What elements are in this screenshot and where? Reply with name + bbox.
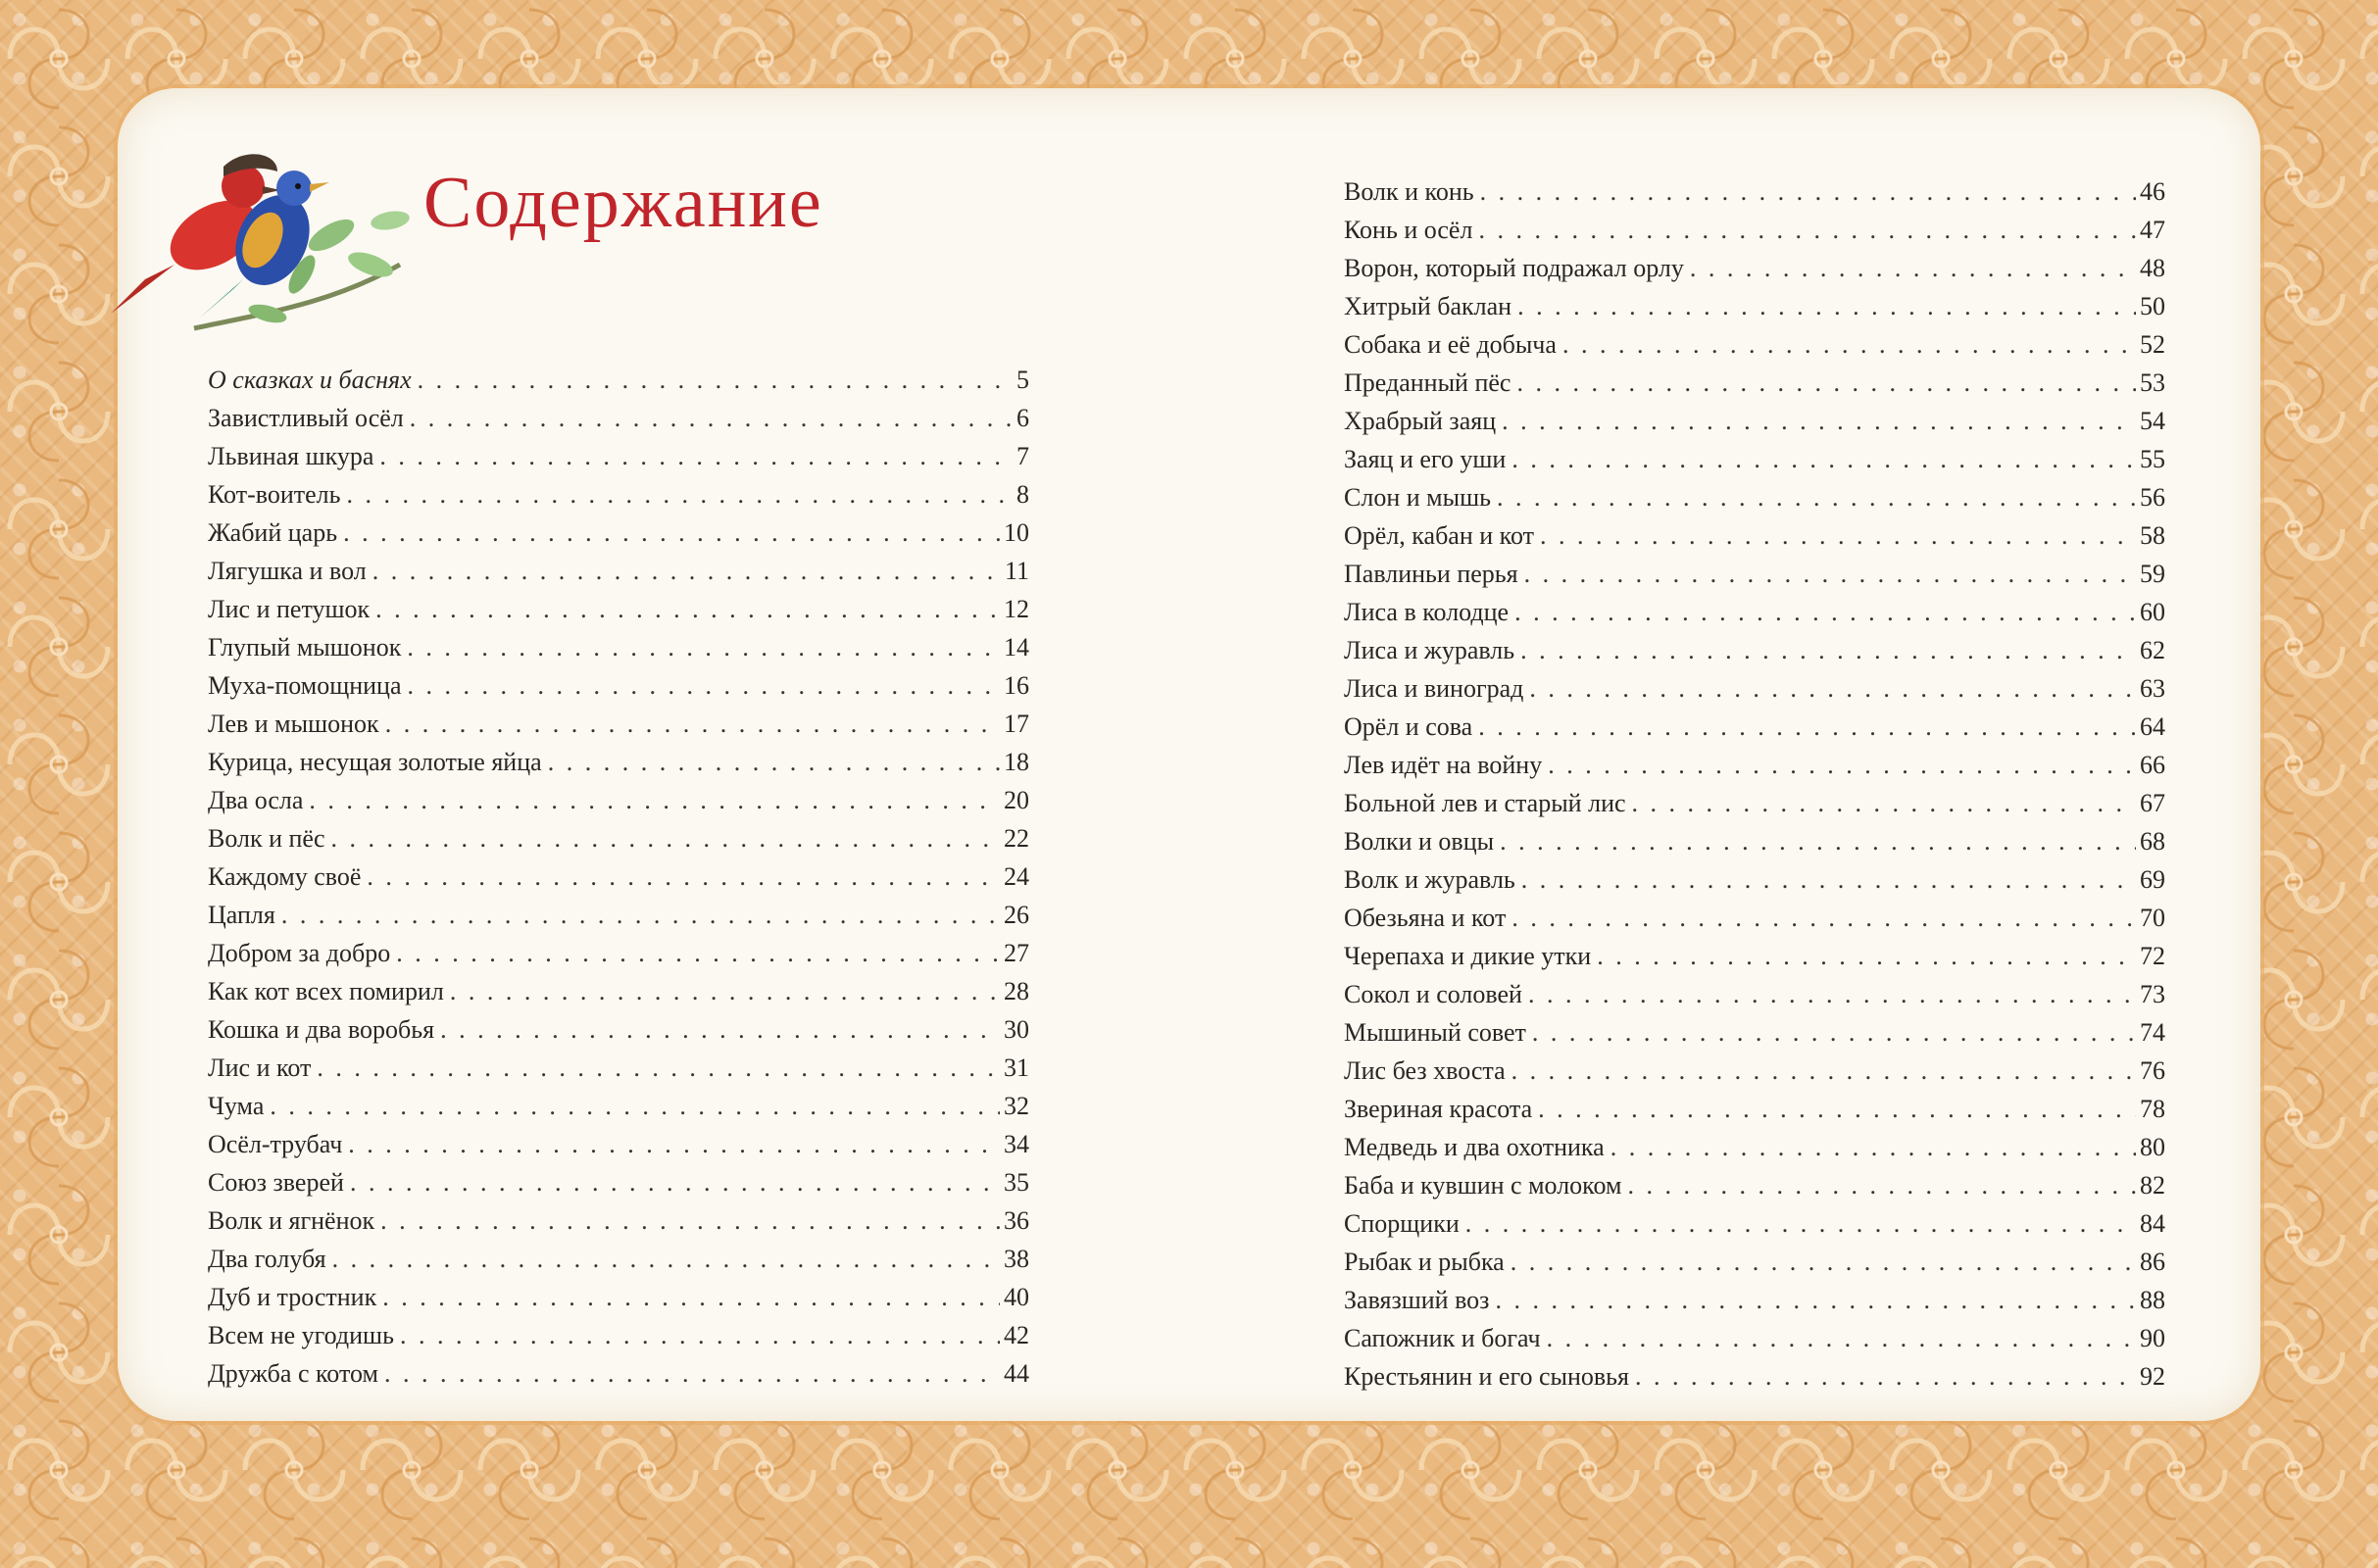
toc-entry-title: Сокол и соловей	[1344, 980, 1522, 1008]
dot-leader	[1511, 899, 2136, 937]
toc-entry-title: Завистливый осёл	[208, 404, 404, 432]
dot-leader	[1478, 708, 2136, 746]
toc-entry-page-number: 84	[2140, 1209, 2165, 1238]
dot-leader	[407, 628, 1000, 666]
dot-leader	[1497, 478, 2136, 516]
toc-entry-title: Черепаха и дикие утки	[1344, 942, 1592, 970]
toc-entry[interactable]	[208, 896, 1029, 934]
toc-entry-page-number: 80	[2140, 1133, 2165, 1161]
toc-entry-title: Лев и мышонок	[208, 710, 379, 738]
toc-right-column	[1344, 172, 2165, 1396]
birds-illustration	[106, 118, 429, 343]
dot-leader	[1465, 1204, 2136, 1243]
toc-entry-page-number: 88	[2140, 1286, 2165, 1314]
toc-entry[interactable]	[1344, 1166, 2165, 1204]
toc-entry-title: Спорщики	[1344, 1209, 1460, 1238]
toc-entry-title: Храбрый заяц	[1344, 407, 1497, 435]
toc-entry-title: Осёл-трубач	[208, 1130, 343, 1158]
toc-entry-page-number: 26	[1004, 901, 1029, 929]
toc-entry-title: Лиса и виноград	[1344, 674, 1524, 703]
toc-entry-title: Волк и ягнёнок	[208, 1206, 375, 1235]
dot-leader	[1547, 1319, 2136, 1357]
toc-entry[interactable]	[1344, 478, 2165, 516]
dot-leader	[400, 1316, 1000, 1354]
dot-leader	[1511, 1243, 2136, 1281]
toc-entry-title: Павлиньи перья	[1344, 560, 1518, 588]
toc-entry-title: Орёл, кабан и кот	[1344, 521, 1534, 550]
toc-entry[interactable]	[208, 781, 1029, 819]
dot-leader	[548, 743, 1000, 781]
toc-entry[interactable]	[1344, 1052, 2165, 1090]
toc-entry-title: Добром за добро	[208, 939, 391, 967]
dot-leader	[372, 552, 1001, 590]
toc-entry-page-number: 90	[2140, 1324, 2165, 1352]
toc-entry-title: Цапля	[208, 901, 275, 929]
toc-entry-page-number: 70	[2140, 904, 2165, 932]
dot-leader	[317, 1049, 1000, 1087]
toc-entry-page-number: 82	[2140, 1171, 2165, 1200]
toc-entry-title: Лис без хвоста	[1344, 1056, 1506, 1085]
dot-leader	[375, 590, 1000, 628]
toc-entry-page-number: 34	[1004, 1130, 1029, 1158]
toc-entry-title: Как кот всех помирил	[208, 977, 444, 1005]
toc-left-column	[208, 361, 1029, 1393]
dot-leader	[1538, 1090, 2136, 1128]
toc-entry-title: Львиная шкура	[208, 442, 374, 470]
toc-entry-title: Крестьянин и его сыновья	[1344, 1362, 1629, 1391]
toc-entry-page-number: 28	[1004, 977, 1029, 1005]
toc-entry[interactable]	[1344, 822, 2165, 860]
dot-leader	[346, 475, 1013, 514]
toc-entry-title: Дуб и тростник	[208, 1283, 377, 1311]
dot-leader	[1548, 746, 2136, 784]
toc-entry[interactable]	[1344, 784, 2165, 822]
toc-entry[interactable]	[1344, 364, 2165, 402]
toc-entry[interactable]	[208, 552, 1029, 590]
toc-entry[interactable]	[1344, 402, 2165, 440]
toc-entry-title: Кот-воитель	[208, 480, 341, 509]
dot-leader	[348, 1125, 1000, 1163]
toc-entry[interactable]	[208, 705, 1029, 743]
toc-entry[interactable]	[208, 819, 1029, 858]
toc-entry-title: Рыбак и рыбка	[1344, 1248, 1505, 1276]
toc-entry[interactable]	[208, 1049, 1029, 1087]
dot-leader	[281, 896, 1000, 934]
toc-entry[interactable]	[208, 934, 1029, 972]
toc-entry-page-number: 6	[1016, 404, 1029, 432]
page-title: Содержание	[423, 163, 823, 243]
dot-leader	[1635, 1357, 2136, 1396]
dot-leader	[1632, 784, 2136, 822]
toc-entry[interactable]	[1344, 937, 2165, 975]
dot-leader	[1500, 822, 2136, 860]
toc-entry-page-number: 62	[2140, 636, 2165, 664]
toc-entry-page-number: 52	[2140, 330, 2165, 359]
dot-leader	[332, 1240, 1000, 1278]
toc-entry-page-number: 76	[2140, 1056, 2165, 1085]
toc-entry-page-number: 10	[1004, 518, 1029, 547]
toc-entry[interactable]	[1344, 1090, 2165, 1128]
toc-entry-page-number: 60	[2140, 598, 2165, 626]
toc-entry-page-number: 22	[1004, 824, 1029, 853]
toc-entry-page-number: 69	[2140, 865, 2165, 894]
toc-entry-page-number: 78	[2140, 1095, 2165, 1123]
toc-entry-page-number: 47	[2140, 216, 2165, 244]
toc-entry-page-number: 67	[2140, 789, 2165, 817]
toc-entry[interactable]	[1344, 1128, 2165, 1166]
toc-entry[interactable]	[208, 590, 1029, 628]
toc-entry[interactable]	[1344, 593, 2165, 631]
toc-entry-page-number: 32	[1004, 1092, 1029, 1120]
toc-entry[interactable]	[1344, 1319, 2165, 1357]
dot-leader	[1529, 669, 2136, 708]
dot-leader	[1610, 1128, 2136, 1166]
toc-entry[interactable]	[1344, 440, 2165, 478]
toc-entry-title: Дружба с котом	[208, 1359, 378, 1388]
toc-entry-page-number: 36	[1004, 1206, 1029, 1235]
toc-entry-page-number: 24	[1004, 862, 1029, 891]
toc-entry[interactable]	[1344, 287, 2165, 325]
toc-entry[interactable]	[208, 1125, 1029, 1163]
toc-entry-page-number: 86	[2140, 1248, 2165, 1276]
toc-entry[interactable]	[1344, 516, 2165, 555]
dot-leader	[408, 666, 1000, 705]
toc-entry[interactable]	[1344, 1357, 2165, 1396]
toc-entry-page-number: 11	[1004, 557, 1029, 585]
toc-entry[interactable]	[1344, 746, 2165, 784]
toc-entry[interactable]	[208, 1201, 1029, 1240]
toc-entry-title: Медведь и два охотника	[1344, 1133, 1605, 1161]
toc-entry-page-number: 14	[1004, 633, 1029, 662]
toc-entry-title: Каждому своё	[208, 862, 362, 891]
toc-entry-title: Союз зверей	[208, 1168, 344, 1197]
toc-entry-page-number: 20	[1004, 786, 1029, 814]
toc-entry[interactable]	[208, 972, 1029, 1010]
dot-leader	[380, 1201, 1000, 1240]
toc-entry-title: Обезьяна и кот	[1344, 904, 1507, 932]
dot-leader	[1517, 287, 2136, 325]
toc-entry[interactable]	[208, 475, 1029, 514]
toc-entry[interactable]	[1344, 172, 2165, 211]
dot-leader	[1597, 937, 2136, 975]
dot-leader	[418, 361, 1013, 399]
toc-entry-page-number: 18	[1004, 748, 1029, 776]
toc-entry-page-number: 55	[2140, 445, 2165, 473]
dot-leader	[1532, 1013, 2136, 1052]
dot-leader	[1521, 860, 2136, 899]
dot-leader	[1516, 364, 2136, 402]
toc-entry-title: Мышиный совет	[1344, 1018, 1526, 1047]
dot-leader	[1562, 325, 2136, 364]
toc-entry-title: Лис и кот	[208, 1054, 312, 1082]
toc-entry-page-number: 38	[1004, 1245, 1029, 1273]
toc-entry-page-number: 56	[2140, 483, 2165, 512]
toc-entry[interactable]	[208, 1163, 1029, 1201]
toc-entry-title: Заяц и его уши	[1344, 445, 1507, 473]
toc-entry-page-number: 72	[2140, 942, 2165, 970]
dot-leader	[1495, 1281, 2136, 1319]
toc-entry-title: Сапожник и богач	[1344, 1324, 1541, 1352]
dot-leader	[309, 781, 1000, 819]
toc-entry[interactable]	[1344, 708, 2165, 746]
toc-entry-title: Лиса и журавль	[1344, 636, 1515, 664]
toc-entry-page-number: 58	[2140, 521, 2165, 550]
toc-entry-page-number: 68	[2140, 827, 2165, 856]
dot-leader	[270, 1087, 1000, 1125]
toc-entry-page-number: 50	[2140, 292, 2165, 320]
toc-entry[interactable]	[208, 514, 1029, 552]
toc-entry-page-number: 31	[1004, 1054, 1029, 1082]
toc-entry-title: Лягушка и вол	[208, 557, 367, 585]
toc-entry-title: Муха-помощница	[208, 671, 402, 700]
toc-entry-title: Курица, несущая золотые яйца	[208, 748, 542, 776]
toc-entry-title: Хитрый баклан	[1344, 292, 1512, 320]
toc-entry-page-number: 27	[1004, 939, 1029, 967]
toc-entry-page-number: 63	[2140, 674, 2165, 703]
toc-entry[interactable]	[1344, 669, 2165, 708]
dot-leader	[1524, 555, 2136, 593]
toc-entry[interactable]	[1344, 860, 2165, 899]
toc-entry[interactable]	[1344, 555, 2165, 593]
toc-entry-page-number: 48	[2140, 254, 2165, 282]
toc-entry-page-number: 64	[2140, 712, 2165, 741]
toc-entry-page-number: 53	[2140, 368, 2165, 397]
toc-entry[interactable]	[208, 1278, 1029, 1316]
dot-leader	[1627, 1166, 2136, 1204]
toc-entry[interactable]	[1344, 1204, 2165, 1243]
toc-entry[interactable]	[208, 437, 1029, 475]
dot-leader	[1511, 1052, 2136, 1090]
toc-entry-page-number: 59	[2140, 560, 2165, 588]
toc-entry[interactable]	[208, 1010, 1029, 1049]
toc-entry-title: Глупый мышонок	[208, 633, 402, 662]
toc-entry[interactable]	[1344, 1013, 2165, 1052]
toc-entry-title: О сказках и баснях	[208, 366, 412, 394]
toc-entry-title: Преданный пёс	[1344, 368, 1511, 397]
toc-entry-title: Два голубя	[208, 1245, 326, 1273]
dot-leader	[450, 972, 1000, 1010]
toc-entry-page-number: 74	[2140, 1018, 2165, 1047]
toc-entry-page-number: 44	[1004, 1359, 1029, 1388]
toc-entry-title: Конь и осёл	[1344, 216, 1473, 244]
toc-entry-page-number: 42	[1004, 1321, 1029, 1349]
toc-entry-title: Лиса в колодце	[1344, 598, 1510, 626]
dot-leader	[343, 514, 1000, 552]
toc-entry-title: Волк и журавль	[1344, 865, 1515, 894]
toc-entry-page-number: 46	[2140, 177, 2165, 206]
toc-entry-page-number: 5	[1016, 366, 1029, 394]
dot-leader	[382, 1278, 1000, 1316]
toc-entry-title: Чума	[208, 1092, 265, 1120]
toc-entry[interactable]	[208, 858, 1029, 896]
toc-entry-title: Лис и петушок	[208, 595, 371, 623]
toc-entry-title: Ворон, который подражал орлу	[1344, 254, 1684, 282]
toc-entry[interactable]	[1344, 325, 2165, 364]
toc-entry-page-number: 66	[2140, 751, 2165, 779]
toc-entry[interactable]	[208, 361, 1029, 399]
toc-entry-title: Кошка и два воробья	[208, 1015, 435, 1044]
dot-leader	[379, 437, 1013, 475]
toc-entry-title: Волки и овцы	[1344, 827, 1495, 856]
dot-leader	[1520, 631, 2136, 669]
dot-leader	[384, 1354, 1000, 1393]
toc-entry-page-number: 30	[1004, 1015, 1029, 1044]
dot-leader	[1690, 249, 2136, 287]
toc-entry[interactable]	[1344, 249, 2165, 287]
toc-entry-title: Волк и пёс	[208, 824, 325, 853]
toc-entry-page-number: 40	[1004, 1283, 1029, 1311]
toc-entry[interactable]	[208, 743, 1029, 781]
dot-leader	[410, 399, 1013, 437]
toc-entry-title: Слон и мышь	[1344, 483, 1491, 512]
toc-entry-title: Волк и конь	[1344, 177, 1474, 206]
toc-entry[interactable]	[208, 1087, 1029, 1125]
toc-entry-title: Орёл и сова	[1344, 712, 1473, 741]
dot-leader	[1511, 440, 2136, 478]
toc-entry[interactable]	[208, 666, 1029, 705]
toc-entry-page-number: 16	[1004, 671, 1029, 700]
toc-entry-page-number: 8	[1016, 480, 1029, 509]
toc-entry-page-number: 12	[1004, 595, 1029, 623]
toc-entry[interactable]	[1344, 1281, 2165, 1319]
dot-leader	[1514, 593, 2136, 631]
toc-entry-page-number: 92	[2140, 1362, 2165, 1391]
dot-leader	[385, 705, 1000, 743]
dot-leader	[1540, 516, 2136, 555]
toc-entry-title: Два осла	[208, 786, 304, 814]
dot-leader	[440, 1010, 1000, 1049]
dot-leader	[367, 858, 1000, 896]
toc-entry[interactable]	[208, 399, 1029, 437]
toc-entry[interactable]	[1344, 899, 2165, 937]
toc-entry-page-number: 7	[1016, 442, 1029, 470]
toc-entry-page-number: 35	[1004, 1168, 1029, 1197]
dot-leader	[1478, 211, 2136, 249]
toc-entry[interactable]	[208, 1240, 1029, 1278]
dot-leader	[331, 819, 1000, 858]
toc-entry[interactable]	[1344, 631, 2165, 669]
dot-leader	[1480, 172, 2136, 211]
dot-leader	[1502, 402, 2136, 440]
toc-entry[interactable]	[208, 1316, 1029, 1354]
dot-leader	[396, 934, 1000, 972]
toc-entry-title: Лев идёт на войну	[1344, 751, 1543, 779]
toc-entry-title: Собака и её добыча	[1344, 330, 1557, 359]
toc-entry-page-number: 54	[2140, 407, 2165, 435]
toc-entry[interactable]	[208, 1354, 1029, 1393]
dot-leader	[350, 1163, 1000, 1201]
toc-entry-page-number: 73	[2140, 980, 2165, 1008]
toc-entry[interactable]	[1344, 1243, 2165, 1281]
toc-entry-title: Больной лев и старый лис	[1344, 789, 1626, 817]
toc-entry-title: Жабий царь	[208, 518, 338, 547]
toc-entry-title: Всем не угодишь	[208, 1321, 394, 1349]
toc-entry[interactable]	[1344, 211, 2165, 249]
toc-entry[interactable]	[1344, 975, 2165, 1013]
toc-entry[interactable]	[208, 628, 1029, 666]
dot-leader	[1528, 975, 2136, 1013]
toc-entry-title: Баба и кувшин с молоком	[1344, 1171, 1622, 1200]
toc-entry-page-number: 17	[1004, 710, 1029, 738]
toc-entry-title: Завязший воз	[1344, 1286, 1490, 1314]
toc-entry-title: Звериная красота	[1344, 1095, 1533, 1123]
